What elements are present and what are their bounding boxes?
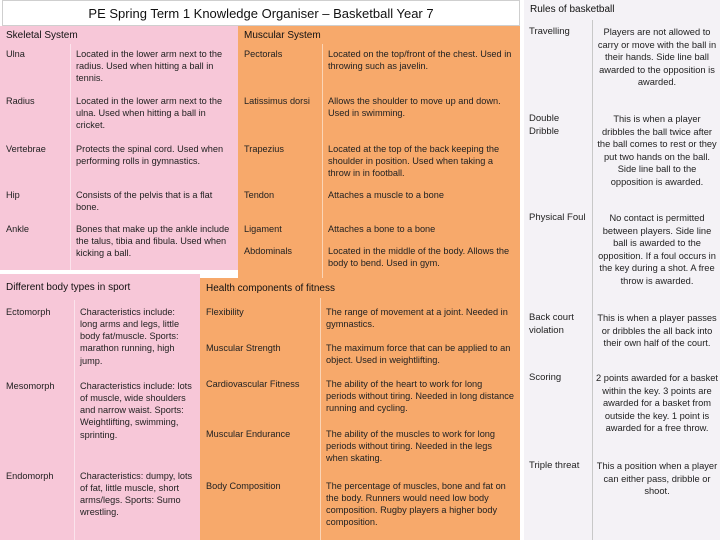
fitness-row-desc: The maximum force that can be applied to an object. Used in weightlifting. bbox=[326, 343, 511, 366]
skeletal-row-name: Ankle bbox=[6, 224, 29, 234]
muscular-table bbox=[238, 44, 520, 278]
rule-desc: This is when a player dribbles the ball twice after the ball comes to rest or they put two hands on the ball. Side line ball to the opposition is awarded. bbox=[597, 114, 717, 187]
body-type-name: Ectomorph bbox=[6, 307, 51, 317]
body-type-name: Mesomorph bbox=[6, 381, 55, 391]
rule-name: Physical Foul bbox=[529, 212, 586, 223]
fitness-row-name: Muscular Endurance bbox=[206, 429, 291, 439]
body-types-header bbox=[0, 274, 200, 300]
fitness-header bbox=[200, 278, 520, 298]
rule-name: Travelling bbox=[529, 26, 570, 37]
muscular-row-name: Trapezius bbox=[244, 144, 284, 154]
fitness-row-desc: The percentage of muscles, bone and fat on the body. Runners would need low body composition. Rugby players a higher body composition. bbox=[326, 481, 506, 528]
muscular-row-name: Tendon bbox=[244, 190, 275, 200]
body-types-header-text: Different body types in sport bbox=[6, 281, 131, 293]
skeletal-row-desc: Located in the lower arm next to the ulna. Used when hitting a ball in cricket. bbox=[76, 96, 223, 131]
rule-desc: No contact is permitted between players. Side line ball is awarded to the opposition. If a foul occurs in the key during a shot. A free throw is awarded. bbox=[598, 213, 716, 286]
rule-desc: 2 points awarded for a basket within the key. 3 points are awarded for a basket from outside the key. 1 point is awarded for a free throw. bbox=[596, 373, 718, 434]
fitness-row-name: Body Composition bbox=[206, 481, 281, 491]
skeletal-header bbox=[0, 26, 238, 44]
muscular-row-desc: Located at the top of the back keeping the shoulder in position. Used when taking a throw in in football. bbox=[328, 144, 500, 179]
body-type-desc: Characteristics include: long arms and legs, little body fat/muscle. Sports: marathon running, high jump. bbox=[80, 307, 180, 366]
muscular-row-desc: Located in the middle of the body. Allows the body to bend. Used in gym. bbox=[328, 246, 510, 269]
body-type-name: Endomorph bbox=[6, 471, 54, 481]
muscular-row-name: Pectorals bbox=[244, 49, 283, 59]
body-types-table bbox=[0, 300, 200, 540]
muscular-header bbox=[238, 26, 520, 44]
fitness-row-name: Muscular Strength bbox=[206, 343, 281, 353]
skeletal-row-desc: Located in the lower arm next to the radius. Used when hitting a ball in tennis. bbox=[76, 49, 223, 84]
rule-name: Double Dribble bbox=[529, 113, 560, 137]
rule-name: Back court violation bbox=[529, 312, 574, 336]
body-type-desc: Characteristics: dumpy, lots of fat, little muscle, short arms/legs. Sports: Sumo wrestling. bbox=[80, 471, 193, 518]
fitness-row-desc: The ability of the muscles to work for long periods without tiring. Needed in the legs when skating. bbox=[326, 429, 496, 464]
skeletal-row-name: Ulna bbox=[6, 49, 25, 59]
rule-desc: Players are not allowed to carry or move with the ball in their hands. Side line ball awarded to the opposition is awarded. bbox=[597, 27, 717, 88]
muscular-row-desc: Attaches a muscle to a bone bbox=[328, 190, 444, 200]
skeletal-row-name: Radius bbox=[6, 96, 35, 106]
skeletal-header-text: Skeletal System bbox=[6, 29, 78, 41]
body-type-desc: Characteristics include: lots of muscle, wide shoulders and narrow waist. Sports: Weightlifting, swimming, sprinting. bbox=[80, 381, 192, 440]
skeletal-table bbox=[0, 44, 238, 270]
skeletal-row-desc: Bones that make up the ankle include the talus, tibia and fibula. Used when kicking a ball. bbox=[76, 224, 230, 259]
fitness-row-desc: The range of movement at a joint. Needed in gymnastics. bbox=[326, 307, 508, 330]
muscular-row-name: Latissimus dorsi bbox=[244, 96, 310, 106]
muscular-row-name: Ligament bbox=[244, 224, 282, 234]
rule-name: Scoring bbox=[529, 372, 562, 383]
muscular-header-text: Muscular System bbox=[244, 29, 321, 41]
skeletal-row-name: Hip bbox=[6, 190, 20, 200]
fitness-row-desc: The ability of the heart to work for long periods without tiring. Needed in long distance running and cycling. bbox=[326, 379, 514, 414]
rules-header: Rules of basketball bbox=[530, 4, 615, 15]
muscular-row-desc: Attaches a bone to a bone bbox=[328, 224, 436, 234]
rule-desc: This is when a player passes or dribbles the all back into their own half of the court. bbox=[597, 313, 717, 349]
rule-desc: This a position when a player can either pass, dribble or shoot. bbox=[596, 461, 718, 497]
page-title bbox=[2, 0, 520, 26]
skeletal-row-desc: Consists of the pelvis that is a flat bone. bbox=[76, 190, 213, 213]
rule-name: Triple threat bbox=[529, 460, 580, 471]
page-title-text: PE Spring Term 1 Knowledge Organiser – Basketball Year 7 bbox=[88, 5, 434, 21]
fitness-table bbox=[200, 298, 520, 540]
fitness-row-name: Flexibility bbox=[206, 307, 244, 317]
muscular-row-name: Abdominals bbox=[244, 246, 293, 256]
muscular-row-desc: Allows the shoulder to move up and down. Used in swimming. bbox=[328, 96, 501, 119]
fitness-header-text: Health components of fitness bbox=[206, 282, 335, 294]
skeletal-row-desc: Protects the spinal cord. Used when performing rolls in gymnastics. bbox=[76, 144, 224, 167]
fitness-row-name: Cardiovascular Fitness bbox=[206, 379, 300, 389]
muscular-row-desc: Located on the top/front of the chest. Used in throwing such as javelin. bbox=[328, 49, 512, 72]
skeletal-row-name: Vertebrae bbox=[6, 144, 46, 154]
